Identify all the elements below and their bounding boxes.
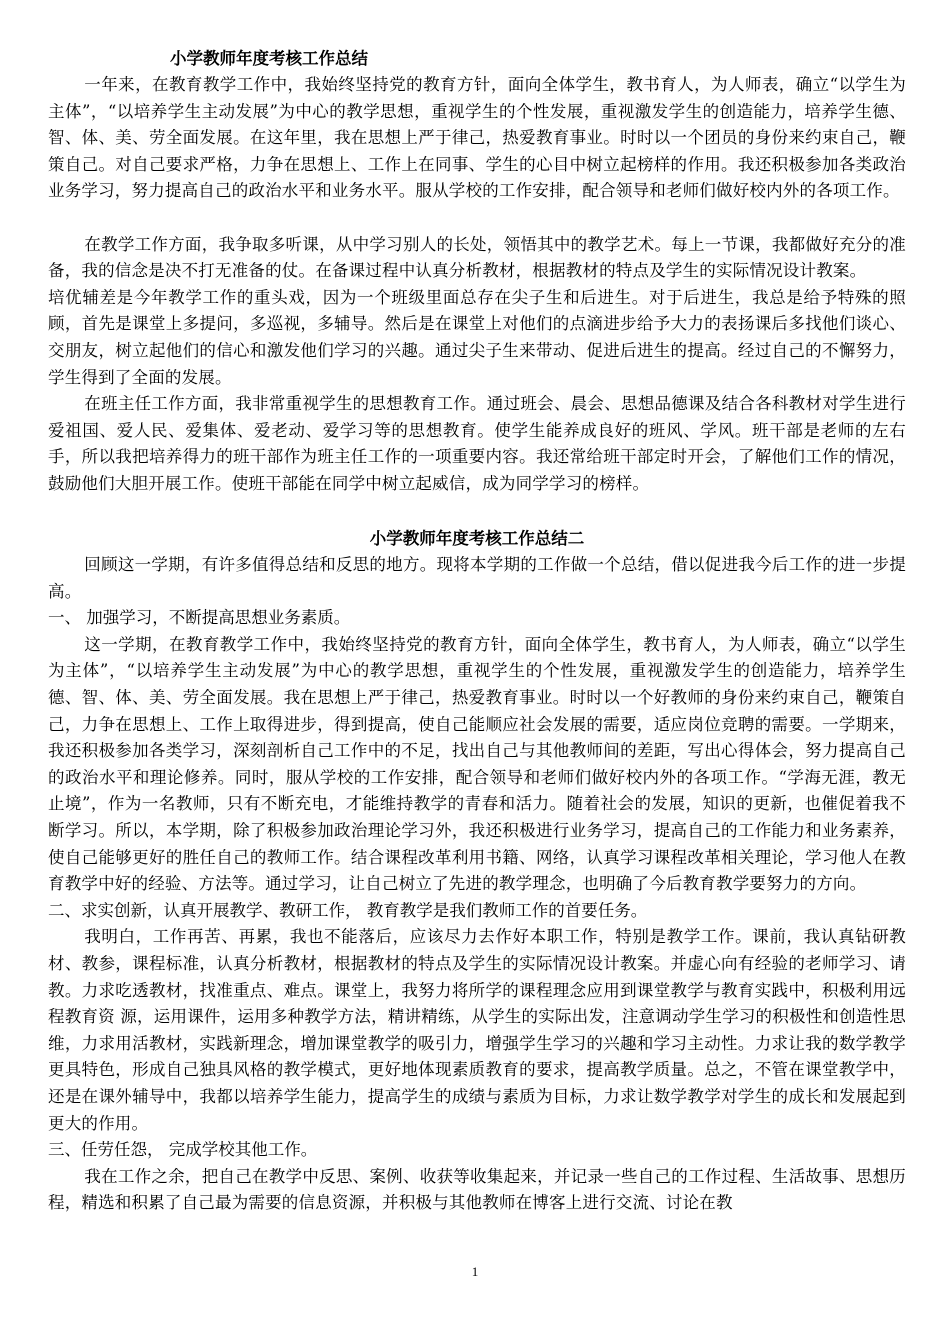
document-page xyxy=(48,46,906,1217)
section1-paragraph-1: 一年来，在教育教学工作中，我始终坚持党的教育方针，面向全体学生，教书育人，为人师表，确立“以学生为主体”，“以培养学生主动发展”为中心的教学思想，重视学生的个性发展，重视激发学生的创造能力，培养学生德、智、体、美、劳全面发展。在这年里，我在思想上严于律己，热爱教育事业。时时以一个团员的身份来约束自己，鞭策自己。对自己要求严格，力争在思想上、工作上在同事、学生的心目中树立起榜样的作用。我还积极参加各类政治业务学习，努力提高自己的政治水平和业务水平。服从学校的工作安排，配合领导和老师们做好校内外的各项工作。 xyxy=(48,75,906,201)
section2-paragraph-1: 这一学期，在教育教学工作中，我始终坚持党的教育方针，面向全体学生，教书育人，为人师表，确立“以学生为主体”，“以培养学生主动发展”为中心的教学思想，重视学生的个性发展，重视激发学生的创造能力，培养学生德、智、体、美、劳全面发展。我在思想上严于律己，热爱教育事业。时时以一个好教师的身份来约束自己，鞭策自己，力争在思想上、工作上取得进步，得到提高，使自己能顺应社会发展的需要，适应岗位竞聘的需要。一学期来，我还积极参加各类学习，深刻剖析自己工作中的不足，找出自己与其他教师间的差距，写出心得体会，努力提高自己的政治水平和理论修养。同时，服从学校的工作安排，配合领导和老师们做好校内外的各项工作。“学海无涯，教无止境”，作为一名教师，只有不断充电，才能维持教学的青春和活力。随着社会的发展，知识的更新，也催促着我不断学习。所以，本学期，除了积极参加政治理论学习外，我还积极进行业务学习，提高自己的工作能力和业务素养，使自己能够更好的胜任自己的教师工作。结合课程改革利用书籍、网络，认真学习课程改革相关理论，学习他人在教育教学中好的经验、方法等。通过学习，让自己树立了先进的教学理念，也明确了今后教育教学要努力的方向。 xyxy=(48,634,906,894)
section2-heading-1: 一、 加强学习，不断提高思想业务素质。 xyxy=(48,608,351,628)
blank-line xyxy=(48,205,906,232)
section1-paragraph-2: 在教学工作方面，我争取多听课，从中学习别人的长处，领悟其中的教学艺术。每上一节课，我都做好充分的准备，我的信念是决不打无准备的仗。在备课过程中认真分析教材，根据教材的特点及学生的实际情况设计教案。 xyxy=(48,234,906,281)
section1-paragraph-3: 培优辅差是今年教学工作的重头戏，因为一个班级里面总存在尖子生和后进生。对于后进生，我总是给予特殊的照顾，首先是课堂上多提问，多巡视，多辅导。然后是在课堂上对他们的点滴进步给予大力的表扬课后多找他们谈心、交朋友，树立起他们的信心和激发他们学习的兴趣。通过尖子生来带动、促进后进生的提高。经过自己的不懈努力，学生得到了全面的发展。 xyxy=(48,287,906,387)
page-number: 1 xyxy=(471,1264,479,1279)
section2-paragraph-2: 我明白，工作再苦、再累，我也不能落后，应该尽力去作好本职工作，特别是教学工作。课前，我认真钻研教材、教参，课程标准，认真分析教材，根据教材的特点及学生的实际情况设计教案。并虚心向有经验的老师学习、请教。力求吃透教材，找准重点、难点。课堂上，我努力将所学的课程理念应用到课堂教学与教育实践中，积极利用远程教育资 源，运用课件，运用多种教学方法，精讲精练，从学生的实际出发，注意调动学生学习的积极性和创造性思维，力求用活教材，实践新理念，增加课堂教学的吸引力，增强学生学习的兴趣和学习主动性。力求让我的数学教学更具特色，形成自己独具风格的教学模式，更好地体现素质教育的要求，提高教学质量。总之，不管在课堂教学中，还是在课外辅导中，我都以培养学生能力，提高学生的成绩与素质为目标，力求让数学教学对学生的成长和发展起到更大的作用。 xyxy=(48,927,906,1133)
section2-heading-3: 三、任劳任怨， 完成学校其他工作。 xyxy=(48,1140,318,1160)
section2-heading-2: 二、求实创新，认真开展教学、教研工作， 教育教学是我们教师工作的首要任务。 xyxy=(48,900,648,920)
document-title-2: 小学教师年度考核工作总结二 xyxy=(369,529,585,549)
document-title-1: 小学教师年度考核工作总结 xyxy=(170,49,368,68)
blank-line xyxy=(48,498,906,525)
section2-paragraph-3: 我在工作之余，把自己在教学中反思、案例、收获等收集起来，并记录一些自己的工作过程、生活故事、思想历程，精选和积累了自己最为需要的信息资源，并积极与其他教师在博客上进行交流、讨论在教 xyxy=(48,1166,906,1213)
section1-paragraph-4: 在班主任工作方面，我非常重视学生的思想教育工作。通过班会、晨会、思想品德课及结合各科教材对学生进行爱祖国、爱人民、爱集体、爱老动、爱学习等的思想教育。使学生能养成良好的班风、学风。班干部是老师的左右手，所以我把培养得力的班干部作为班主任工作的一项重要内容。我还常给班干部定时开会，了解他们工作的情况，鼓励他们大胆开展工作。使班干部能在同学中树立起威信，成为同学学习的榜样。 xyxy=(48,394,906,493)
section2-intro: 回顾这一学期，有许多值得总结和反思的地方。现将本学期的工作做一个总结，借以促进我今后工作的进一步提高。 xyxy=(48,555,906,601)
